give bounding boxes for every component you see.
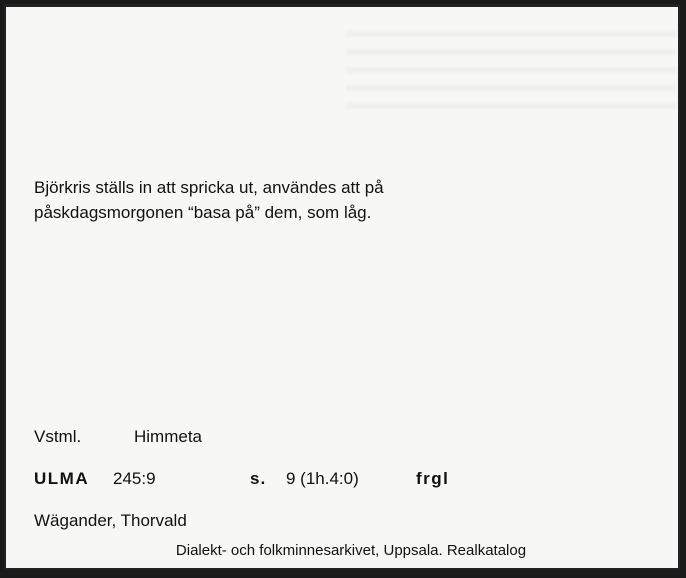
location-row <box>34 427 203 447</box>
card-body-text <box>34 175 634 225</box>
body-line-2: påskdagsmorgonen “basa på” dem, som låg. <box>34 203 372 222</box>
category-code: frgl <box>416 469 450 488</box>
page-value: 9 (1h.4:0) <box>286 469 359 488</box>
page-label: s. <box>250 469 267 488</box>
show-through-texture <box>346 19 676 109</box>
parish: Himmeta <box>134 427 203 446</box>
reference-row <box>34 469 674 491</box>
archive-footer: Dialekt- och folkminnesarkivet, Uppsala. Realkatalog <box>175 542 527 559</box>
province: Vstml. <box>34 427 82 446</box>
archive-number: 245:9 <box>113 469 156 488</box>
archive-code: ULMA <box>34 469 90 488</box>
collector-name: Wägander, Thorvald <box>34 511 187 530</box>
body-line-1: Björkris ställs in att spricka ut, användes att på <box>34 178 384 197</box>
archive-card <box>4 4 680 570</box>
